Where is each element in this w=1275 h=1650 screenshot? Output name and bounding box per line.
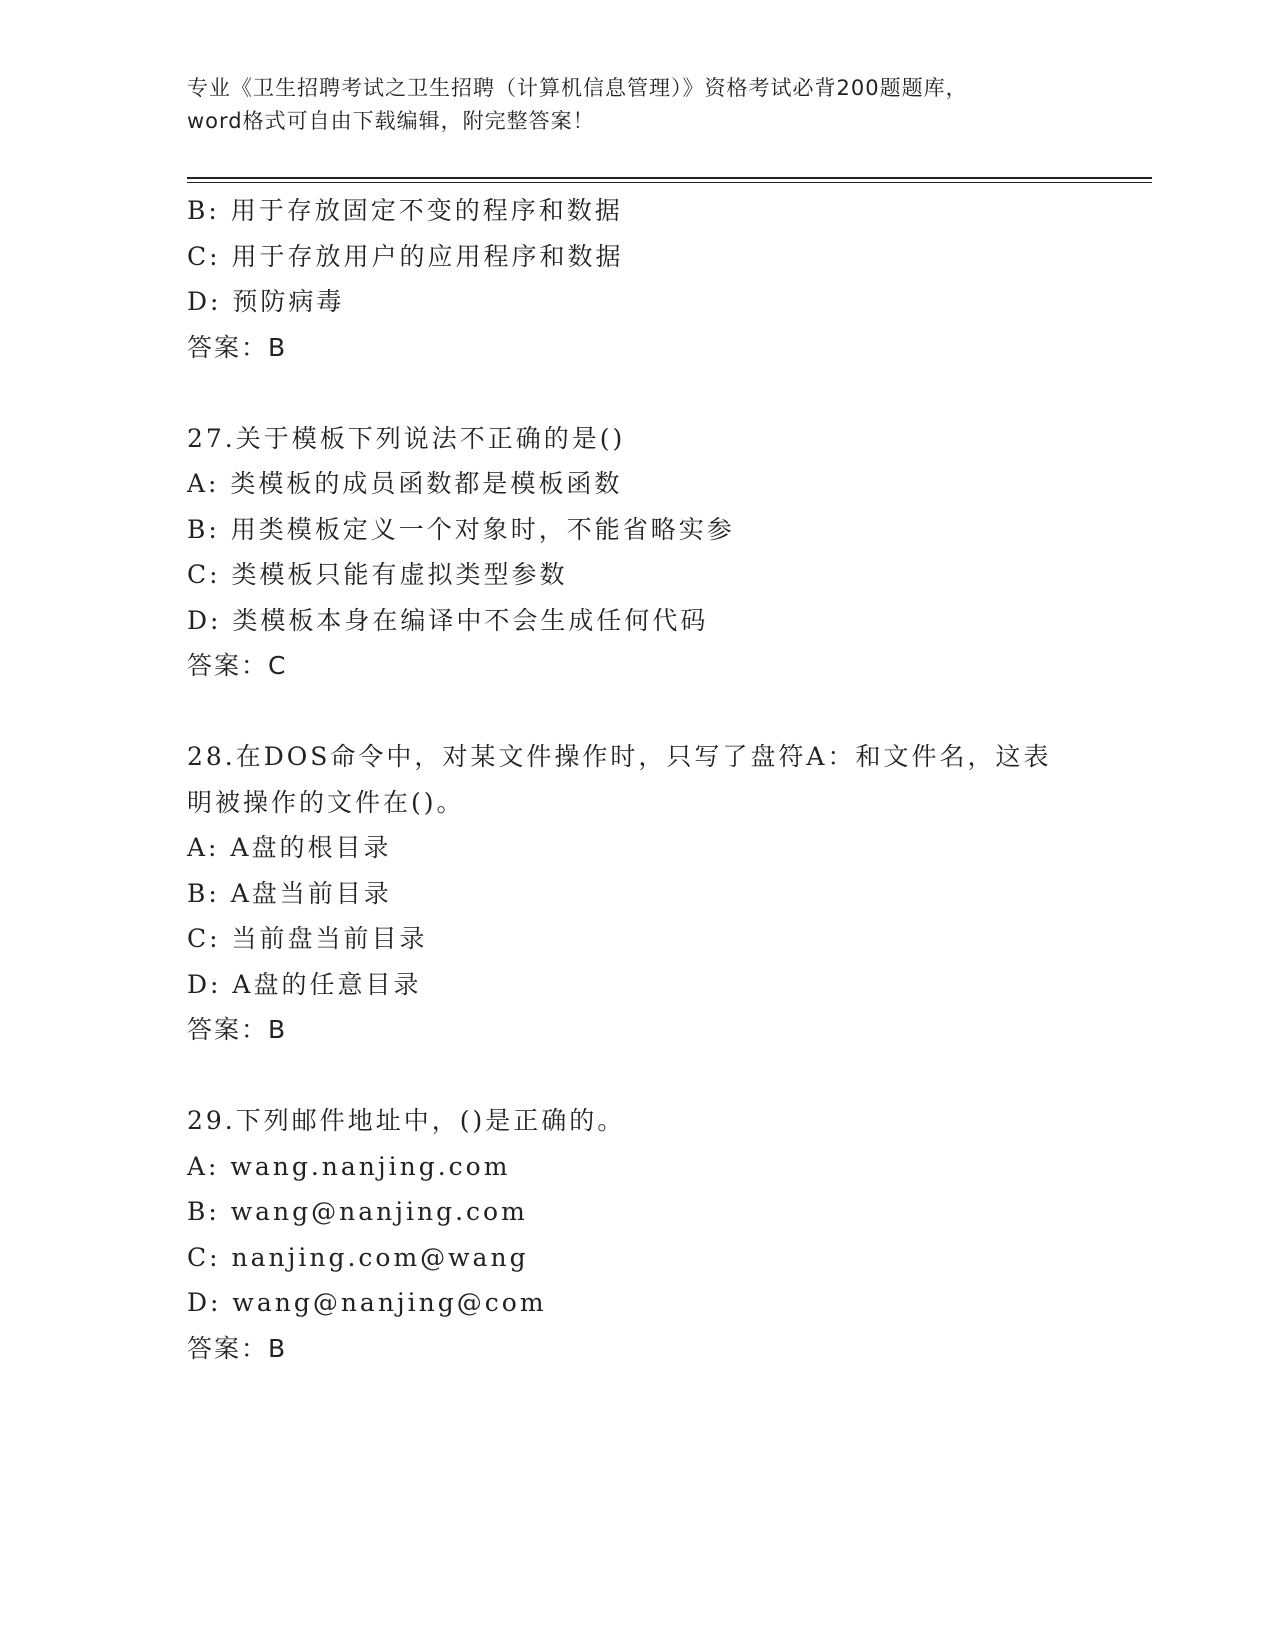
question-content <box>187 188 1087 1371</box>
option-b: B: 用于存放固定不变的程序和数据 <box>187 196 623 225</box>
option-c: C: nanjing.com@wang <box>187 1242 529 1272</box>
option-c: C: 用于存放用户的应用程序和数据 <box>187 241 624 271</box>
option-d: D: 预防病毒 <box>187 287 345 316</box>
option-a: A: wang.nanjing.com <box>187 1151 511 1181</box>
question-stem: 27.关于模板下列说法不正确的是() <box>187 423 626 453</box>
option-b: B: A盘当前目录 <box>187 878 392 908</box>
option-c: C: 类模板只能有虚拟类型参数 <box>187 560 568 589</box>
option-a: A: A盘的根目录 <box>187 833 392 862</box>
option-b: B: wang@nanjing.com <box>187 1197 528 1226</box>
answer-line: 答案：B <box>187 1015 288 1044</box>
question-stem-line-2: 明被操作的文件在()。 <box>187 787 465 817</box>
header-divider-thin <box>187 182 1152 183</box>
option-a: A: 类模板的成员函数都是模板函数 <box>187 469 623 498</box>
question-block-28 <box>187 734 1087 1053</box>
header-title-line-1: 专业《卫生招聘考试之卫生招聘（计算机信息管理）》资格考试必背200题题库， <box>187 76 968 100</box>
option-d: D: wang@nanjing@com <box>187 1288 547 1317</box>
option-c: C: 当前盘当前目录 <box>187 924 428 953</box>
header-divider-thick <box>187 177 1152 179</box>
spacer <box>187 1053 1087 1099</box>
question-block-29 <box>187 1098 1087 1371</box>
document-header <box>187 72 1087 138</box>
question-block-26-continued <box>187 188 1087 370</box>
option-d: D: A盘的任意目录 <box>187 969 422 999</box>
option-d: D: 类模板本身在编译中不会生成任何代码 <box>187 605 709 635</box>
question-stem: 29.下列邮件地址中，()是正确的。 <box>187 1106 626 1135</box>
question-block-27 <box>187 416 1087 689</box>
option-b: B: 用类模板定义一个对象时，不能省略实参 <box>187 514 735 544</box>
answer-line: 答案：C <box>187 651 288 680</box>
header-title-line-2: word格式可自由下载编辑，附完整答案！ <box>187 109 595 133</box>
spacer <box>187 370 1087 416</box>
question-stem-line-1: 28.在DOS命令中，对某文件操作时，只写了盘符A：和文件名，这表 <box>187 742 1052 771</box>
spacer <box>187 689 1087 735</box>
answer-line: 答案：B <box>187 332 288 362</box>
answer-line: 答案：B <box>187 1333 288 1363</box>
